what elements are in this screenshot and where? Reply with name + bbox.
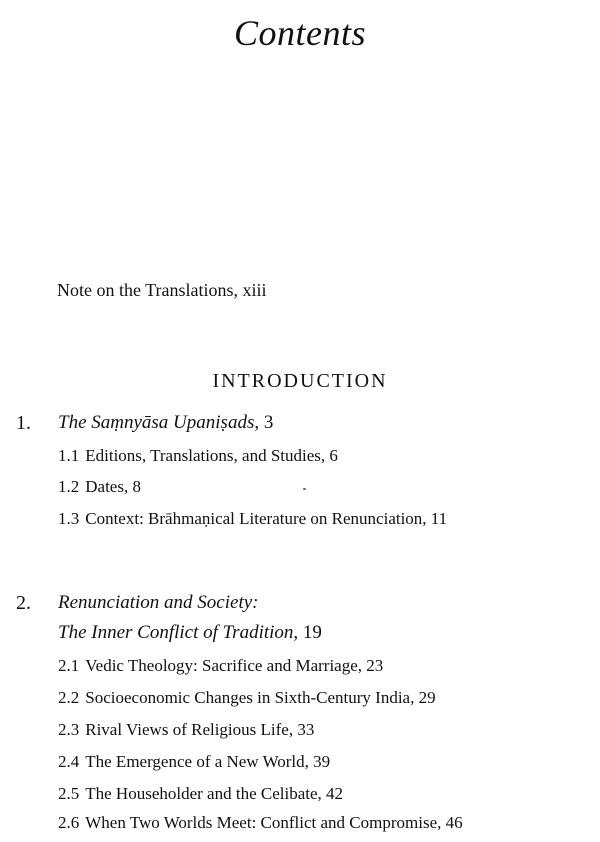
chapter-title-line1 <box>58 592 259 614</box>
chapter-title <box>58 412 273 434</box>
entry-text: The Householder and the Celibate, 42 <box>85 784 344 803</box>
note-on-translations: Note on the Translations, xiii <box>57 280 267 300</box>
toc-entry <box>58 752 330 772</box>
entry-text: Rival Views of Religious Life, 33 <box>85 720 315 739</box>
entry-number: 1.1 <box>58 446 80 465</box>
entry-number: 1.2 <box>58 477 80 496</box>
entry-text: Socioeconomic Changes in Sixth-Century India, 29 <box>85 688 436 707</box>
chapter-page: , 19 <box>293 622 322 643</box>
chapter-title-line2 <box>58 622 322 644</box>
entry-number: 1.3 <box>58 509 80 528</box>
entry-text: The Emergence of a New World, 39 <box>85 752 331 771</box>
section-heading: INTRODUCTION <box>212 370 388 392</box>
toc-entry <box>58 813 463 833</box>
toc-entry <box>58 688 436 708</box>
toc-entry <box>58 656 383 676</box>
chapter-title-text: Renunciation and Society: <box>58 592 259 613</box>
entry-text: Editions, Translations, and Studies, 6 <box>85 446 338 465</box>
entry-number: 2.4 <box>58 752 80 771</box>
toc-entry <box>58 446 338 466</box>
entry-number: 2.2 <box>58 688 80 707</box>
chapter-number: 2. <box>16 592 31 614</box>
print-speck <box>303 488 306 490</box>
entry-text: When Two Worlds Meet: Conflict and Compromise, 46 <box>85 813 463 832</box>
chapter-title-text: The Saṃnyāsa Upaniṣads <box>58 412 255 433</box>
chapter-page: , 3 <box>254 412 274 433</box>
chapter-title-text: The Inner Conflict of Tradition <box>58 622 294 643</box>
toc-entry <box>58 509 447 529</box>
entry-number: 2.6 <box>58 813 80 832</box>
entry-number: 2.1 <box>58 656 80 675</box>
entry-number: 2.3 <box>58 720 80 739</box>
toc-entry <box>58 477 141 497</box>
toc-entry <box>58 784 343 804</box>
page-title: Contents <box>233 13 366 53</box>
entry-text: Dates, 8 <box>85 477 141 496</box>
entry-number: 2.5 <box>58 784 80 803</box>
entry-text: Context: Brāhmaṇical Literature on Renunciation, 11 <box>85 509 448 528</box>
chapter-number: 1. <box>16 412 31 434</box>
toc-entry <box>58 720 314 740</box>
entry-text: Vedic Theology: Sacrifice and Marriage, 23 <box>85 656 384 675</box>
